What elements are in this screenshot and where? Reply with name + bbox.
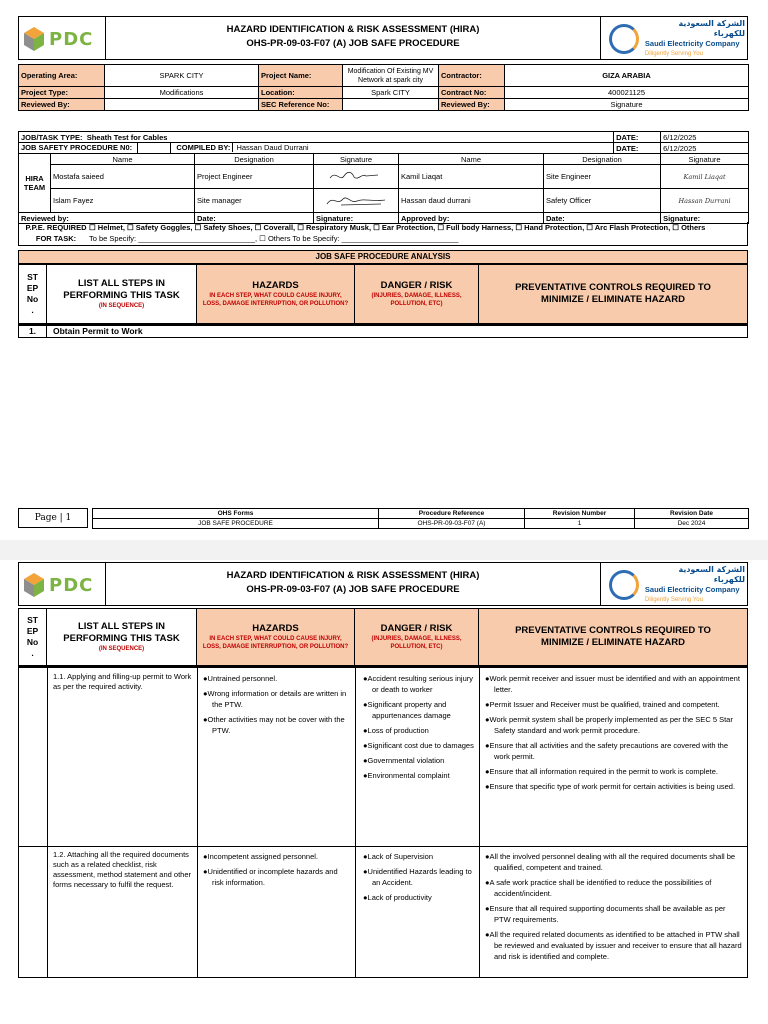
control-item: ●Ensure that all activities and the safety precautions are covered with the work permit. — [485, 741, 728, 761]
step1-title: Obtain Permit to Work — [53, 326, 143, 336]
sec-logo-arabic: الشركة السعودية للكهرباء — [678, 19, 745, 38]
project-type-label: Project Type: — [19, 87, 105, 99]
review-date-label: Date: — [195, 213, 314, 224]
operating-area-value: SPARK CITY — [105, 65, 259, 87]
col-signature-right: Signature — [661, 154, 749, 165]
control-item: ●Work permit receiver and issuer must be identified and with an appointment letter. — [485, 674, 740, 694]
contract-no-label: Contract No: — [439, 87, 505, 99]
col-step-no: ST EP No . — [19, 609, 47, 665]
page2-header — [18, 562, 748, 606]
control-item: ●Ensure that all required supporting documents shall be available as per PTW requirements. — [485, 904, 726, 924]
hazard-item: ●Wrong information or details are written in the PTW. — [203, 689, 347, 709]
risk-list — [363, 851, 475, 907]
page-separator — [0, 540, 768, 560]
location-label: Location: — [259, 87, 343, 99]
project-type-value: Modifications — [105, 87, 259, 99]
col-controls: PREVENTATIVE CONTROLS REQUIRED TO MINIMIZE / ELIMINATE HAZARD — [479, 609, 747, 665]
page-title — [105, 23, 601, 51]
signature-image — [314, 189, 399, 213]
control-item: ●All the involved personnel dealing with all the required documents shall be qualified, competent and trained. — [485, 852, 736, 872]
risk-item: ●Unidentified Hazards leading to an Accident. — [363, 867, 472, 887]
footer-v2: OHS-PR-09-03-F07 (A) — [379, 519, 525, 529]
risk-item: ●Accident resulting serious injury or death to worker — [363, 674, 473, 694]
sec-ref-value — [343, 99, 439, 111]
col-designation-left: Designation — [195, 154, 314, 165]
sec-logo-english: Saudi Electricity Company — [644, 39, 740, 48]
footer-v3: 1 — [525, 519, 635, 529]
risk-item: ●Significant cost due to damages — [363, 741, 474, 750]
contractor-label: Contractor: — [439, 65, 505, 87]
reviewed-by-value — [105, 99, 259, 111]
team-member-designation: Site Engineer — [544, 165, 661, 189]
risk-item: ●Environmental complaint — [363, 771, 450, 780]
control-item: ●All the required related documents as identified to be attached in PTW shall be reviewed and evaluated by issuer and receiver to ensure that all hazard and risk is identified and complete. — [485, 930, 742, 961]
step1-row — [18, 324, 748, 338]
team-member-designation: Project Engineer — [195, 165, 314, 189]
hazard-item: ●Incompetent assigned personnel. — [203, 852, 319, 861]
operating-area-label: Operating Area: — [19, 65, 105, 87]
ppe-required — [18, 222, 748, 246]
footer-table — [92, 508, 749, 529]
page-footer — [18, 508, 748, 528]
col-designation-right: Designation — [544, 154, 661, 165]
date1-value: 6/12/2025 — [661, 132, 749, 143]
risk-item: ●Significant property and appurtenances damage — [363, 700, 451, 720]
contractor-value: GIZA ARABIA — [505, 65, 749, 87]
footer-h1: OHS Forms — [93, 509, 379, 519]
risk-item: ●Lack of productivity — [363, 893, 432, 902]
approve-signature-label: Signature: — [661, 213, 749, 224]
pdc-logo-text: PDC — [49, 28, 94, 50]
pdc-logo-text: PDC — [49, 574, 94, 596]
control-item: ●Ensure that all information required in the permit to work is complete. — [485, 767, 718, 776]
col-name-left: Name — [51, 154, 195, 165]
col-hazards: HAZARDS IN EACH STEP, WHAT COULD CAUSE INJURY, LOSS, DAMAGE INTERRUPTION, OR POLLUTION? — [197, 265, 355, 323]
team-member-name: Islam Fayez — [51, 189, 195, 213]
jsa-column-header — [18, 608, 748, 666]
sec-logo — [603, 565, 745, 605]
risk-item: ●Loss of production — [363, 726, 429, 735]
title-line1: HAZARD IDENTIFICATION & RISK ASSESSMENT (HIRA) — [226, 24, 480, 35]
location-value: Spark CITY — [343, 87, 439, 99]
jsp-no-value — [137, 143, 171, 153]
compiled-by-label: COMPILED BY: — [176, 143, 231, 152]
hazard-list — [203, 851, 351, 892]
jsa-banner: JOB SAFE PROCEDURE ANALYSIS — [18, 250, 748, 264]
risk-item: ●Lack of Supervision — [363, 852, 433, 861]
col-hazards: HAZARDS IN EACH STEP, WHAT COULD CAUSE INJURY, LOSS, DAMAGE INTERRUPTION, OR POLLUTION? — [197, 609, 355, 665]
col-signature-left: Signature — [314, 154, 399, 165]
footer-h3: Revision Number — [525, 509, 635, 519]
signature-image — [314, 165, 399, 189]
footer-v1: JOB SAFE PROCEDURE — [93, 519, 379, 529]
approved-by-label: Approved by: — [399, 213, 544, 224]
col-name-right: Name — [399, 154, 544, 165]
control-item: ●Permit Issuer and Receiver must be qualified, trained and competent. — [485, 700, 720, 709]
step-text: 1.1. Applying and filling-up permit to Work as per the required activity. — [53, 672, 192, 691]
control-list — [485, 673, 743, 796]
sec-logo — [603, 19, 745, 59]
reviewed-by2-value: Signature — [505, 99, 749, 111]
control-item: ●A safe work practice shall be identified to reduce the possibilities of accident/incident. — [485, 878, 712, 898]
jsp-row — [19, 143, 614, 154]
task-type-value: Sheath Test for Cables — [86, 132, 168, 142]
date2-value: 6/12/2025 — [661, 143, 749, 154]
page1-header — [18, 16, 748, 60]
title-line1: HAZARD IDENTIFICATION & RISK ASSESSMENT (HIRA) — [226, 570, 480, 581]
task-type-row — [19, 132, 614, 143]
reviewed-by-label: Reviewed by: — [19, 213, 195, 224]
reviewed-by-label: Reviewed By: — [19, 99, 105, 111]
signature-text: Hassan Durrani — [661, 189, 749, 213]
risk-item: ●Governmental violation — [363, 756, 445, 765]
signature-text: Kamil Liaqat — [661, 165, 749, 189]
hazard-item: ●Untrained personnel. — [203, 674, 278, 683]
title-line2: OHS-PR-09-03-F07 (A) JOB SAFE PROCEDURE — [246, 38, 460, 49]
pdc-logo — [23, 21, 105, 57]
control-item: ●Work permit system shall be properly implemented as per the SEC 5 Star Safety standard and work permit procedure. — [485, 715, 733, 735]
col-step-no: ST EP No . — [19, 265, 47, 323]
sec-swirl-icon — [609, 570, 639, 600]
hira-team-label: HIRA TEAM — [19, 154, 51, 213]
col-danger: DANGER / RISK (INJURIES, DAMAGE, ILLNESS, POLLUTION, ETC) — [355, 609, 479, 665]
hazard-item: ●Unidentified or incomplete hazards and risk information. — [203, 867, 338, 887]
handwritten-signature-icon — [321, 192, 391, 208]
task-type-label: JOB/TASK TYPE: — [21, 132, 83, 142]
ppe-line1: ☐ Helmet, ☐ Safety Goggles, ☐ Safety Shoes, ☐ Coverall, ☐ Respiratory Musk, ☐ Ear Protection, ☐ Full body Harness, ☐ Hand Protection, ☐ Arc Flash Protection, ☐ Others — [89, 223, 706, 232]
pdc-cube-icon — [23, 26, 45, 52]
jsa-column-header — [18, 264, 748, 324]
col-steps: LIST ALL STEPS IN PERFORMING THIS TASK (IN SEQUENCE) — [47, 265, 197, 323]
sec-swirl-icon — [609, 24, 639, 54]
control-list — [485, 851, 743, 966]
page-number: Page | 1 — [18, 508, 88, 528]
risk-list — [363, 673, 475, 785]
approve-date-label: Date: — [544, 213, 661, 224]
sec-logo-tagline: Diligently Serving You — [644, 597, 703, 603]
date1-label: DATE: — [614, 132, 661, 143]
team-member-designation: Safety Officer — [544, 189, 661, 213]
sec-logo-tagline: Diligently Serving You — [644, 51, 703, 57]
control-item: ●Ensure that specific type of work permit for certain activities is being used. — [485, 782, 736, 791]
col-steps: LIST ALL STEPS IN PERFORMING THIS TASK (IN SEQUENCE) — [47, 609, 197, 665]
sec-ref-label: SEC Reference No: — [259, 99, 343, 111]
project-name-value: Modification Of Existing MV Network at spark city — [343, 65, 439, 87]
handwritten-signature-icon — [326, 168, 386, 184]
step1-number: 1. — [19, 326, 47, 337]
project-name-label: Project Name: — [259, 65, 343, 87]
project-info-table — [18, 64, 749, 111]
ppe-line2: To be Specify: ____________________________, ☐ Others To be Specify: ____________________________ — [89, 234, 459, 243]
footer-v4: Dec 2024 — [635, 519, 749, 529]
hazard-list — [203, 673, 351, 740]
footer-h2: Procedure Reference — [379, 509, 525, 519]
job-info-table — [18, 131, 749, 224]
footer-h4: Revision Date — [635, 509, 749, 519]
sec-logo-arabic: الشركة السعودية للكهرباء — [678, 565, 745, 584]
col-controls: PREVENTATIVE CONTROLS REQUIRED TO MINIMIZE / ELIMINATE HAZARD — [479, 265, 747, 323]
pdc-logo — [23, 567, 105, 603]
team-member-designation: Site manager — [195, 189, 314, 213]
sec-logo-english: Saudi Electricity Company — [644, 585, 740, 594]
compiled-by-value: Hassan Daud Durrani — [232, 143, 308, 152]
hazard-item: ●Other activities may not be cover with the PTW. — [203, 715, 345, 735]
team-member-name: Kamil Liaqat — [399, 165, 544, 189]
col-danger: DANGER / RISK (INJURIES, DAMAGE, ILLNESS, POLLUTION, ETC) — [355, 265, 479, 323]
ppe-label: P.P.E. REQUIRED FOR TASK: — [25, 223, 87, 243]
team-member-name: Hassan daud durrani — [399, 189, 544, 213]
team-member-name: Mostafa saieed — [51, 165, 195, 189]
hira-team-row — [19, 165, 749, 189]
title-line2: OHS-PR-09-03-F07 (A) JOB SAFE PROCEDURE — [246, 584, 460, 595]
hira-team-row — [19, 189, 749, 213]
jsa-rows — [18, 666, 748, 978]
step-text: 1.2. Attaching all the required documents such as a related checklist, risk assessment, method statement and other forms necessary to fulfil the request. — [53, 850, 191, 889]
reviewed-by2-label: Reviewed By: — [439, 99, 505, 111]
pdc-cube-icon — [23, 572, 45, 598]
review-signature-label: Signature: — [314, 213, 399, 224]
contract-no-value: 400021125 — [505, 87, 749, 99]
date2-label: DATE: — [614, 143, 661, 154]
jsp-no-label: JOB SAFETY PROCEDURE N0: — [21, 143, 133, 152]
page-title — [105, 569, 601, 597]
